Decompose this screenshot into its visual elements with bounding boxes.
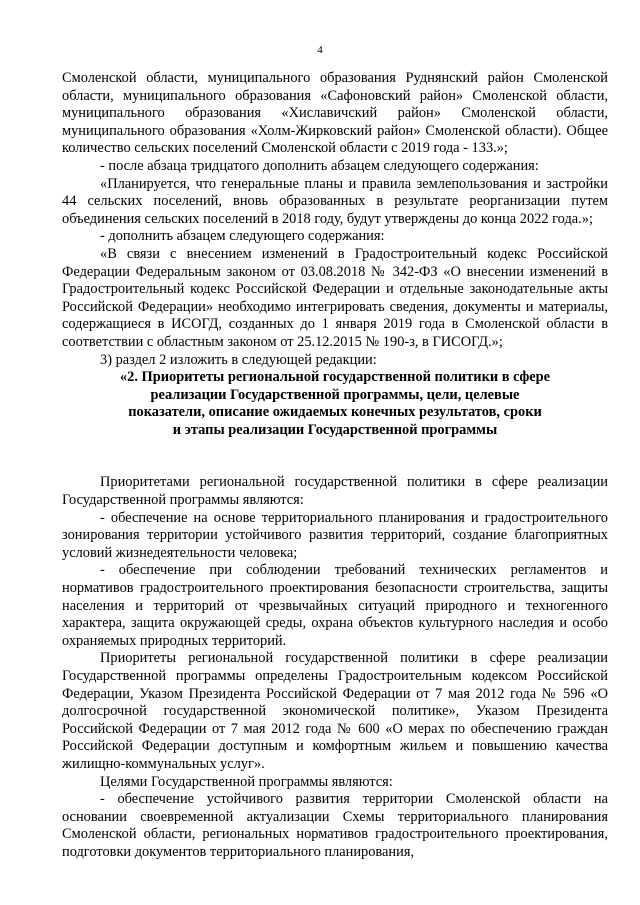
paragraph: - после абзаца тридцатого дополнить абзацем следующего содержания: bbox=[100, 157, 539, 174]
paragraph: 3) раздел 2 изложить в следующей редакции: bbox=[100, 351, 377, 368]
paragraph: Смоленской области, муниципального образования Руднянский район Смоленской области, муниципального образования «Сафоновский район» Смоленской области, муниципального образования «Хиславичский район» Смоленской области, муниципального образования «Холм-Жирковский район» Смоленской области). Общее количество сельских поселений Смоленской области с 2019 года - 133.»; bbox=[62, 70, 608, 157]
section-title-line: реализации Государственной программы, цели, целевые bbox=[150, 386, 520, 403]
paragraph: Приоритеты региональной государственной политики в сфере реализации Государственной программы определены Градостроительным кодексом Российской Федерации, Указом Президента Российской Федерации от 7 мая 2012 года № 596 «О долгосрочной государственной экономической политике», Указом Президента Российской Федерации от 7 мая 2012 года № 600 «О мерах по обеспечению граждан Российской Федерации доступным и комфортным жильем и повышению качества жилищно-коммунальных услуг». bbox=[62, 650, 608, 772]
paragraph: - дополнить абзацем следующего содержания: bbox=[100, 228, 385, 245]
paragraph: - обеспечение при соблюдении требований технических регламентов и нормативов градостроительного проектирования безопасности строительства, защиты населения и территорий от чрезвычайных ситуаций природного и техногенного характера, защита окружающей среды, охрана объектов культурного наследия и особо охраняемых природных территорий. bbox=[62, 562, 608, 649]
paragraph: - обеспечение устойчивого развития территории Смоленской области на основании своевременной актуализации Схемы территориального планирования Смоленской области, региональных нормативов градостроительного проектирования, подготовки документов территориального планирования, bbox=[62, 791, 608, 860]
page-number: 4 bbox=[317, 44, 323, 56]
section-title-line: «2. Приоритеты региональной государственной политики в сфере bbox=[119, 369, 551, 386]
section-title-line: и этапы реализации Государственной программы bbox=[172, 421, 498, 438]
document-body bbox=[62, 70, 608, 862]
paragraph: «Планируется, что генеральные планы и правила землепользования и застройки 44 сельских поселений, вновь образованных в результате реорганизации путем объединения сельских поселений в 2018 году, будут утверждены до конца 2022 года.»; bbox=[62, 175, 608, 227]
section-title bbox=[62, 369, 608, 439]
paragraph: «В связи с внесением изменений в Градостроительный кодекс Российской Федерации Федеральным законом от 03.08.2018 № 342-ФЗ «О внесении изменений в Градостроительный кодекс Российской Федерации и отдельные законодательные акты Российской Федерации» необходимо интегрировать сведения, документы и материалы, содержащиеся в ИСОГД, созданных до 1 января 2019 года в Смоленской области в соответствии с областным законом от 25.12.2015 № 190-з, в ГИСОГД.»; bbox=[62, 245, 608, 350]
paragraph: Приоритетами региональной государственной политики в сфере реализации Государственной программы являются: bbox=[62, 474, 608, 509]
section-title-line: показатели, описание ожидаемых конечных результатов, сроки bbox=[128, 404, 542, 421]
paragraph: - обеспечение на основе территориального планирования и градостроительного зонирования территории устойчивого развития территорий, создание благоприятных условий жизнедеятельности человека; bbox=[62, 509, 608, 561]
paragraph: Целями Государственной программы являются: bbox=[100, 773, 393, 790]
